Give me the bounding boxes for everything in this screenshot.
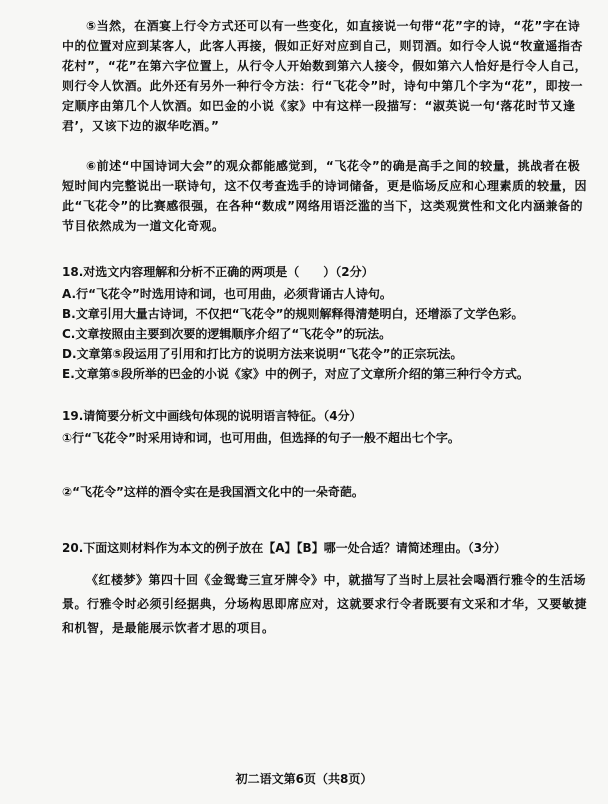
question-19-stem: 19.请简要分析文中画线句体现的说明语言特征。（4分） bbox=[62, 409, 362, 423]
question-18-option-c: C.文章按照由主要到次要的逻辑顺序介绍了“飞花令”的玩法。 bbox=[62, 327, 392, 341]
question-18-option-a: A.行“飞花令”时选用诗和词，也可用曲，必须背诵古人诗句。 bbox=[62, 287, 392, 301]
question-18-option-e: E.文章第⑤段所举的巴金的小说《家》中的例子，对应了文章所介绍的第三种行令方式。 bbox=[62, 367, 529, 381]
question-18-option-d: D.文章第⑤段运用了引用和打比方的说明方法来说明“飞花令”的正宗玩法。 bbox=[62, 347, 463, 361]
question-19-sentence-2: ②“飞花令”这样的酒令实在是我国酒文化中的一朵奇葩。 bbox=[62, 485, 364, 499]
question-20-stem: 20.下面这则材料作为本文的例子放在【A】【B】哪一处合适？请简述理由。（3分） bbox=[62, 541, 507, 555]
question-18-option-b: B.文章引用大量古诗词，不仅把“飞花令”的规则解释得清楚明白，还增添了文学色彩。 bbox=[62, 307, 524, 321]
passage-paragraph-6: ⑥前述“中国诗词大会”的观众都能感觉到，“飞花令”的确是高手之间的较量，挑战者在极短时间内完整说出一联诗句，这不仅考查选手的诗词储备，更是临场反应和心理素质的较量，因此“飞花令”的比赛感很强，在各种“数成”网络用语泛滥的当下，这类观赏性和文化内涵兼备的节目依然成为一道文化奇观。 bbox=[62, 159, 588, 233]
page-footer: 初二语文第6页（共8页） bbox=[235, 772, 373, 786]
question-18-stem: 18.对选文内容理解和分析不正确的两项是（ ）（2分） bbox=[62, 265, 374, 279]
passage-paragraph-5: ⑤当然，在酒宴上行令方式还可以有一些变化，如直接说一句带“花”字的诗，“花”字在诗中的位置对应到某客人，此客人再接，假如正好对应到自己，则罚酒。如行令人说“牧童遥指杏花村”，“花”在第六字位置上，从行令人开始数到第六人接令，假如第六人恰好是行令人自己，则行令人饮酒。此外还有另外一种行令方法：行“飞花令”时，诗句中第几个字为“花”，即按一定顺序由第几个人饮酒。如巴金的小说《家》中有这样一段描写：“淑英说一句‘落花时节又逢君’，又该下边的淑华吃酒。” bbox=[62, 19, 588, 133]
question-20-material: 《红楼梦》第四十回《金鸳鸯三宣牙牌令》中，就描写了当时上层社会喝酒行雅令的生活场景。行雅令时必须引经据典，分场构思即席应对，这就要求行令者既要有文采和才华，又要敏捷和机智，是最能展示饮者才思的项目。 bbox=[62, 573, 588, 635]
question-19-sentence-1: ①行“飞花令”时采用诗和词，也可用曲，但选择的句子一般不超出七个字。 bbox=[62, 431, 460, 445]
